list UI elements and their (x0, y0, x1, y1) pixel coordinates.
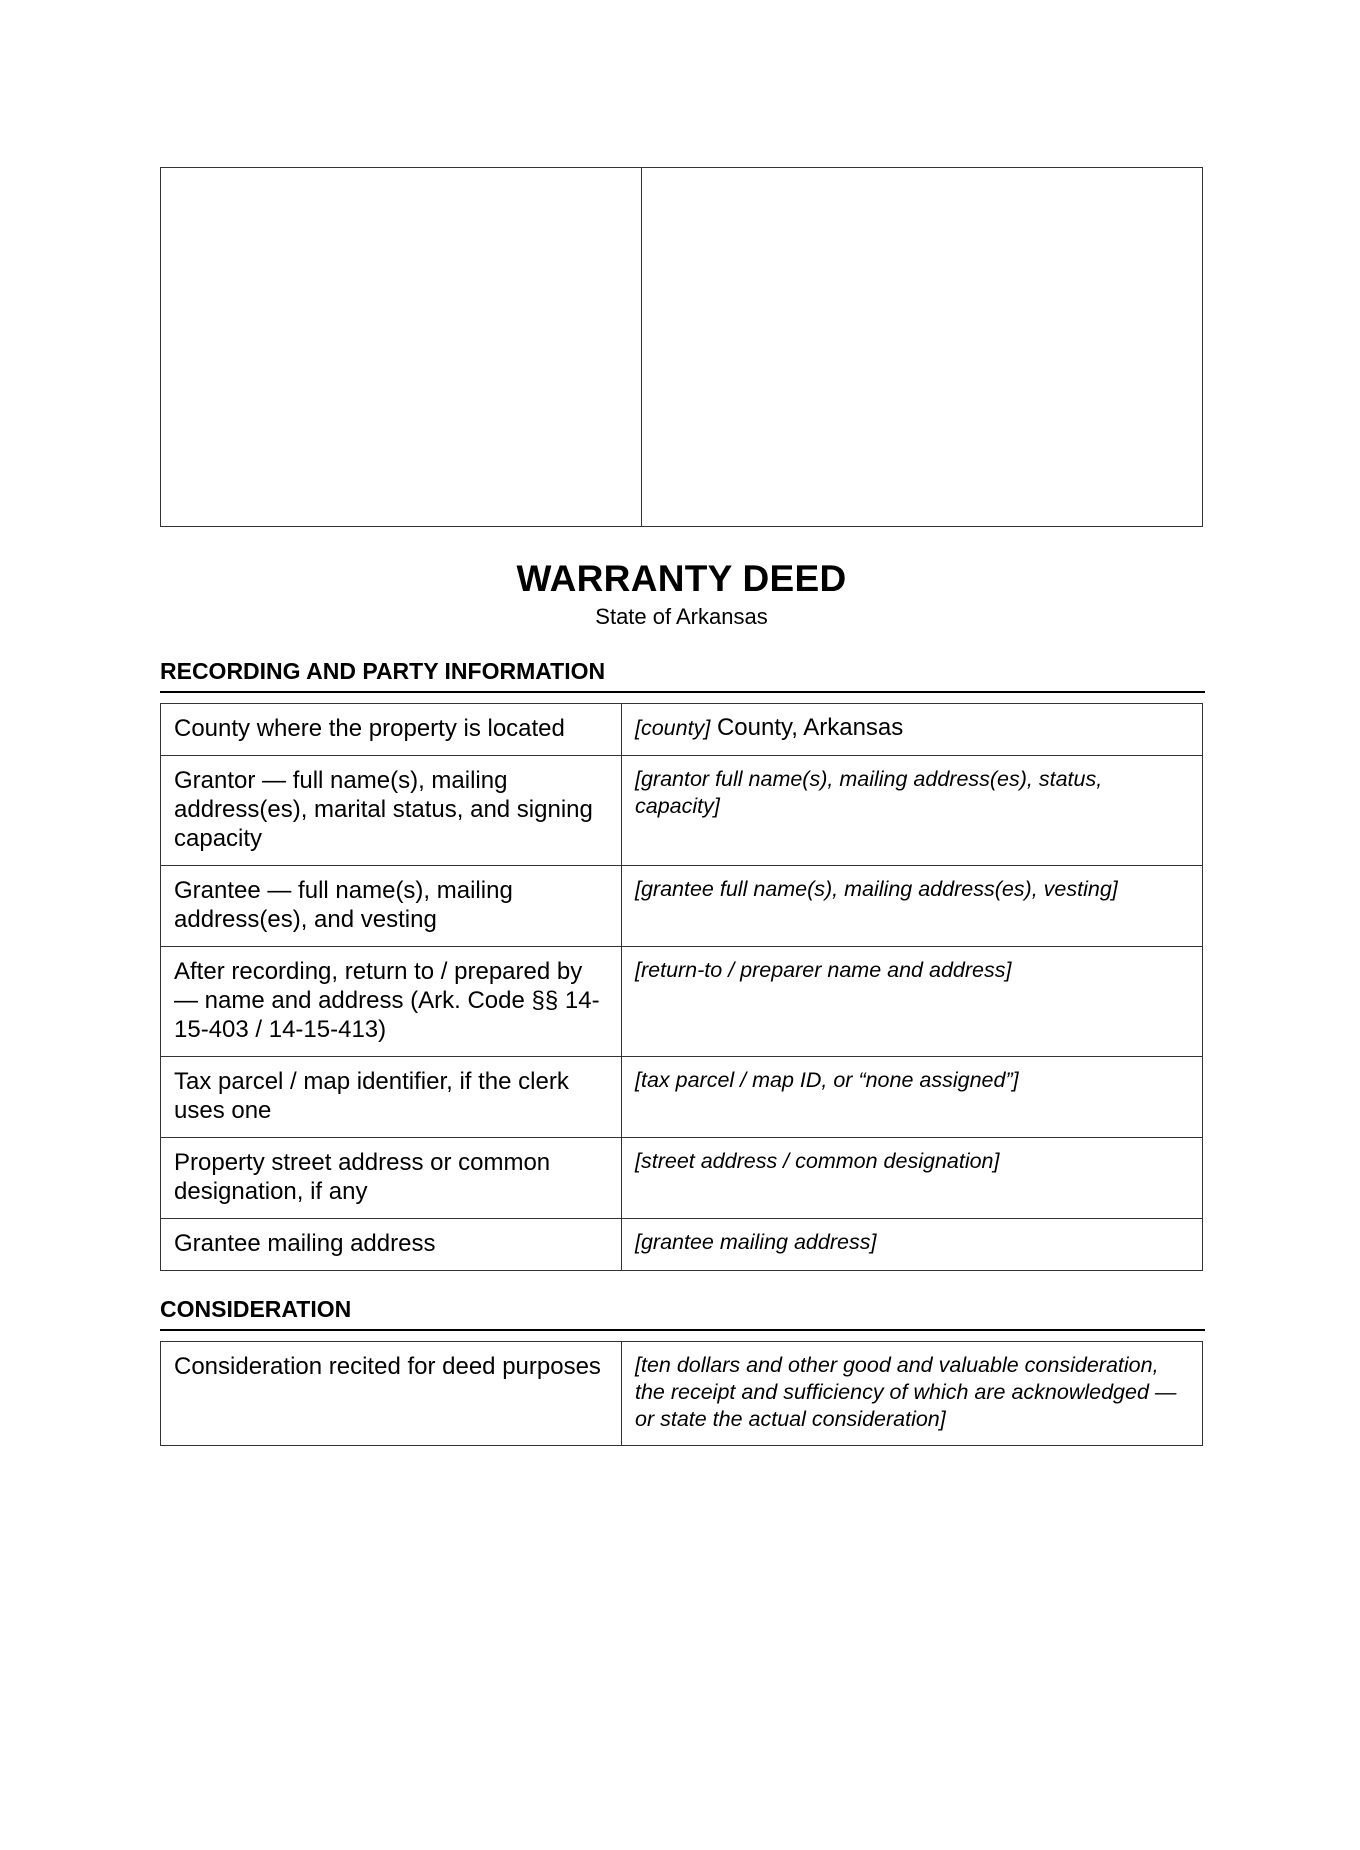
row-label: Tax parcel / map identifier, if the clerk uses one (161, 1057, 622, 1138)
row-label: Grantee — full name(s), mailing address(es), and vesting (161, 866, 622, 947)
recording-stamp-area (160, 167, 1203, 527)
row-value[interactable]: [street address / common designation] (622, 1138, 1203, 1219)
recording-party-table (160, 703, 1203, 1271)
section-heading-recording: RECORDING AND PARTY INFORMATION (160, 657, 1205, 693)
table-row (161, 866, 1203, 947)
table-row (161, 1138, 1203, 1219)
table-row (161, 1219, 1203, 1271)
document-subtitle: State of Arkansas (595, 604, 768, 629)
table-row (161, 756, 1203, 866)
row-value[interactable] (622, 704, 1203, 756)
row-value[interactable]: [return-to / preparer name and address] (622, 947, 1203, 1057)
table-row (161, 1342, 1203, 1446)
county-placeholder: [county] (635, 716, 711, 740)
row-label: Grantee mailing address (161, 1219, 622, 1271)
row-value[interactable]: [grantee full name(s), mailing address(es), vesting] (622, 866, 1203, 947)
county-suffix: County, Arkansas (710, 714, 904, 741)
row-label: After recording, return to / prepared by — name and address (Ark. Code §§ 14-15-403 / 14-15-413) (161, 947, 622, 1057)
row-value[interactable]: [tax parcel / map ID, or “none assigned”] (622, 1057, 1203, 1138)
row-label: Grantor — full name(s), mailing address(es), marital status, and signing capacity (161, 756, 622, 866)
row-value[interactable]: [grantor full name(s), mailing address(es), status, capacity] (622, 756, 1203, 866)
row-value[interactable]: [grantee mailing address] (622, 1219, 1203, 1271)
row-label: County where the property is located (161, 704, 622, 756)
document-title: WARRANTY DEED (516, 558, 847, 599)
table-row (161, 704, 1203, 756)
recording-box-left (161, 168, 642, 526)
section-heading-consideration: CONSIDERATION (160, 1295, 1205, 1331)
row-label: Consideration recited for deed purposes (161, 1342, 622, 1446)
table-row (161, 947, 1203, 1057)
deed-page (160, 167, 1203, 1446)
table-row (161, 1057, 1203, 1138)
row-value[interactable]: [ten dollars and other good and valuable consideration, the receipt and sufficiency of which are acknowledged — or state the actual consideration] (622, 1342, 1203, 1446)
row-label: Property street address or common designation, if any (161, 1138, 622, 1219)
consideration-table (160, 1341, 1203, 1446)
recording-box-right (642, 168, 1202, 526)
